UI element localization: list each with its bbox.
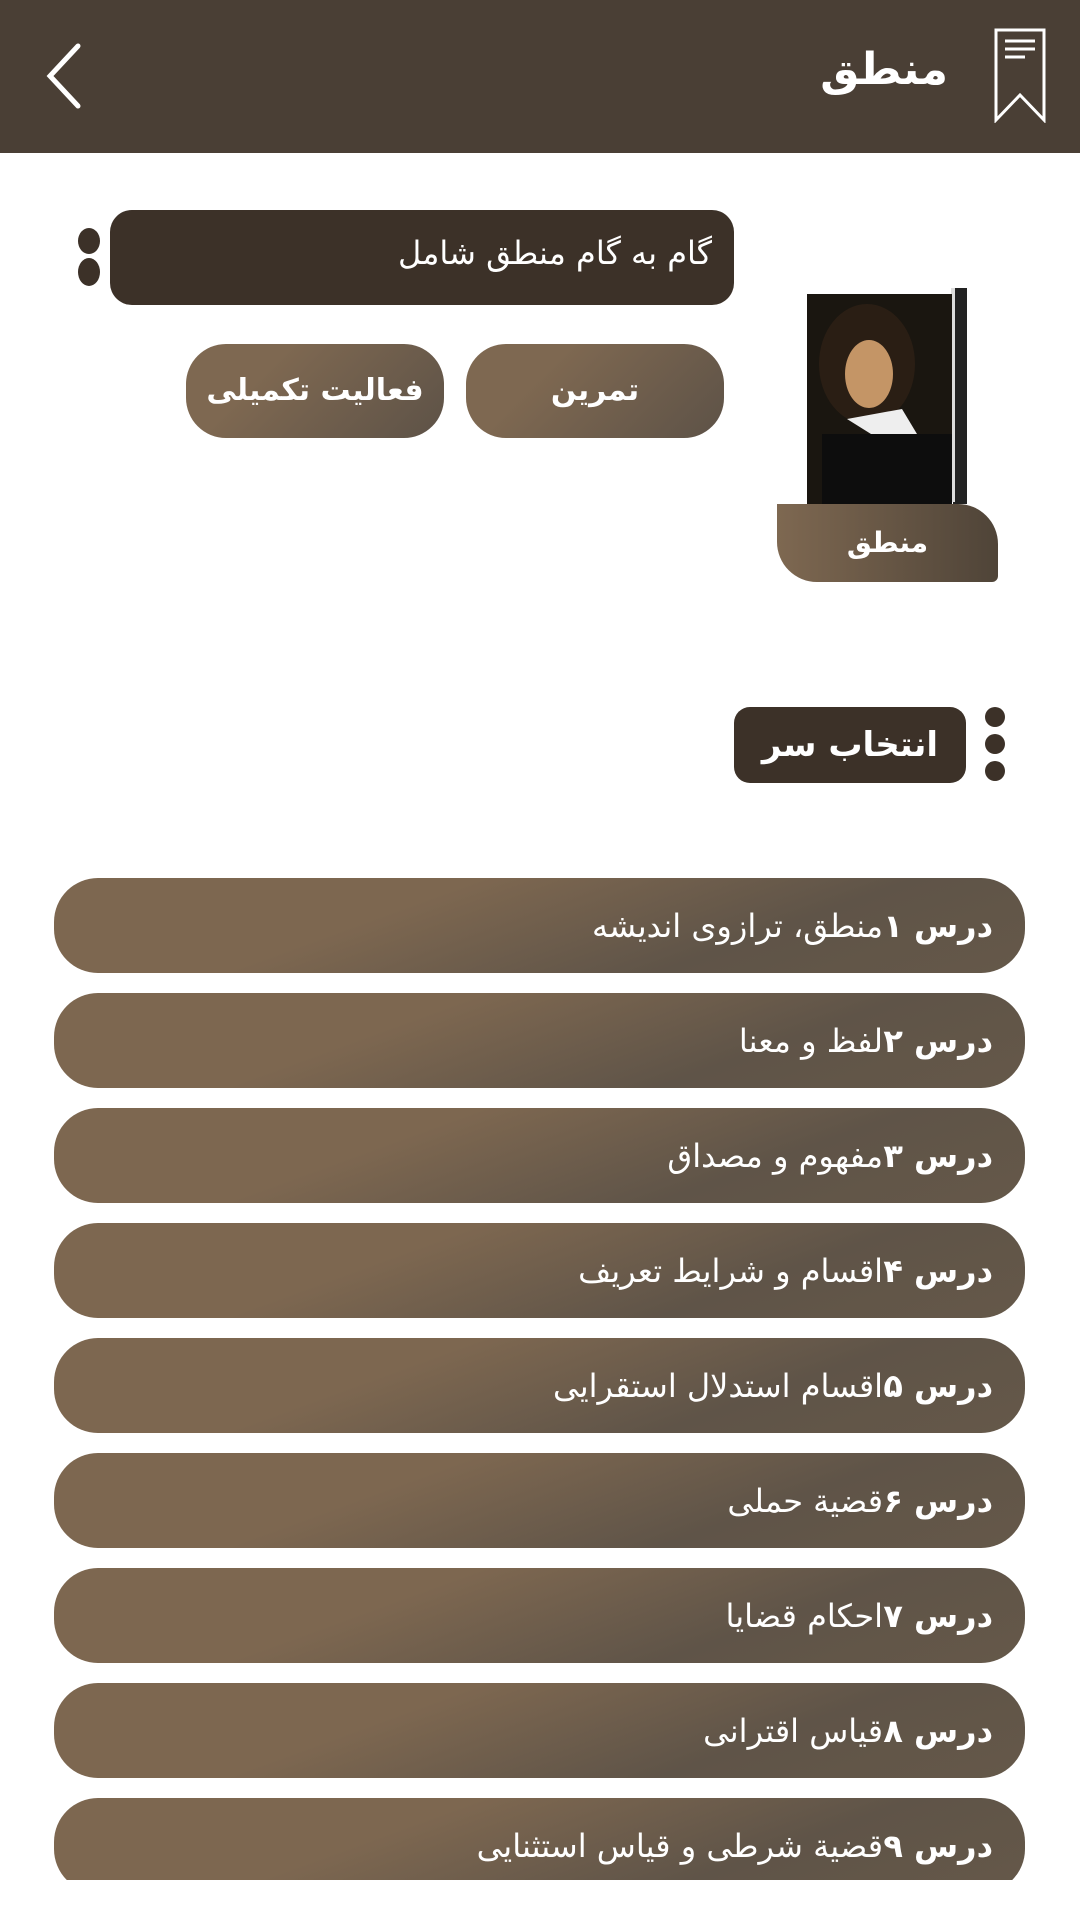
exercise-button[interactable]: تمرین <box>466 344 724 438</box>
decor-dot <box>985 707 1005 727</box>
lesson-title: قضیة شرطی و قیاس استثنایی <box>476 1826 883 1865</box>
book-title-bar: گام به گام منطق شامل <box>110 210 734 305</box>
decor-dot <box>985 761 1005 781</box>
lesson-number: درس ۲ <box>883 1021 993 1060</box>
back-chevron-icon[interactable] <box>40 40 90 112</box>
lesson-number: درس ۹ <box>883 1826 993 1865</box>
lesson-number: درس ۱ <box>883 906 993 945</box>
section-title: انتخاب سر فصل <box>734 707 966 783</box>
lesson-item[interactable] <box>54 1453 1025 1548</box>
lesson-number: درس ۶ <box>883 1481 993 1520</box>
lesson-item[interactable] <box>54 1108 1025 1203</box>
lesson-number: درس ۳ <box>883 1136 993 1175</box>
decor-dot <box>78 258 100 286</box>
lesson-item[interactable] <box>54 993 1025 1088</box>
lesson-title: لفظ و معنا <box>738 1021 883 1060</box>
book-label: منطق <box>777 504 998 582</box>
book-cover-image <box>807 284 969 504</box>
lesson-number: درس ۴ <box>883 1251 993 1290</box>
lesson-number: درس ۸ <box>883 1711 993 1750</box>
lesson-item[interactable] <box>54 1338 1025 1433</box>
lesson-title: مفهوم و مصداق <box>667 1136 883 1175</box>
lesson-title: قضیة حملی <box>727 1481 883 1520</box>
lesson-title: احکام قضایا <box>725 1596 883 1635</box>
lesson-item[interactable] <box>54 1798 1025 1893</box>
lesson-number: درس ۵ <box>883 1366 993 1405</box>
extra-activity-button[interactable]: فعالیت تکمیلی <box>186 344 444 438</box>
lesson-item[interactable] <box>54 1683 1025 1778</box>
lesson-title: قیاس اقترانی <box>703 1711 883 1750</box>
page-title: منطق <box>820 44 948 95</box>
lesson-title: اقسام استدلال استقرایی <box>553 1366 883 1405</box>
decor-dot <box>78 228 100 254</box>
lesson-item[interactable] <box>54 1223 1025 1318</box>
decor-dot <box>985 734 1005 754</box>
lesson-title: منطق، ترازوی اندیشه <box>591 906 883 945</box>
lesson-item[interactable] <box>54 1568 1025 1663</box>
lesson-item[interactable] <box>54 878 1025 973</box>
bookmark-icon[interactable] <box>993 27 1047 123</box>
lesson-number: درس ۷ <box>883 1596 993 1635</box>
lesson-title: اقسام و شرایط تعریف <box>578 1251 883 1290</box>
app-header <box>0 0 1080 153</box>
